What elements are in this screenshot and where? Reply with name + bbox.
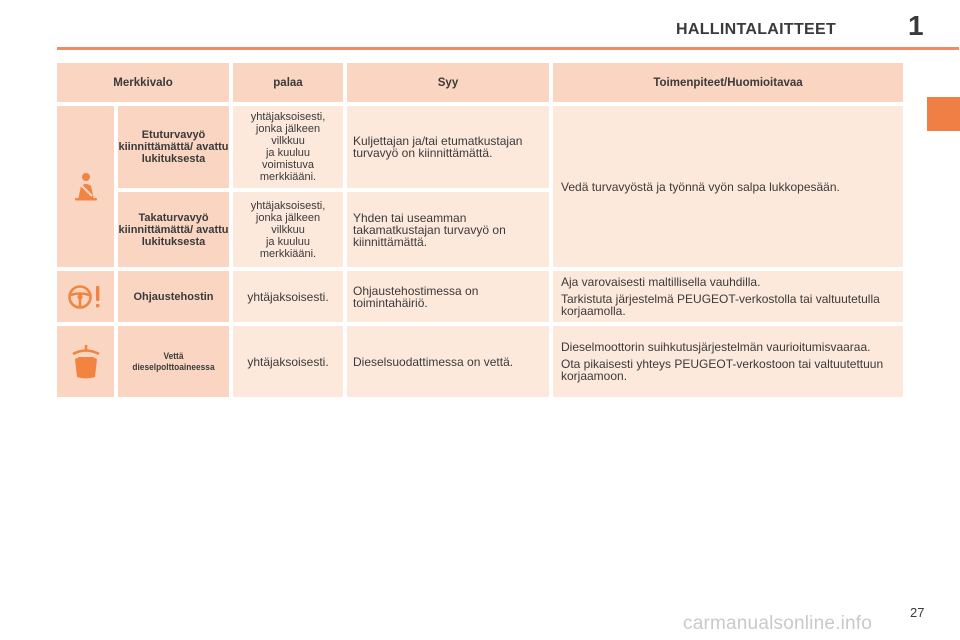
action-text: Aja varovaisesti maltillisella vauhdilla. [561, 275, 761, 289]
water-in-diesel-icon [71, 344, 101, 380]
power-steering-warning-icon [67, 283, 105, 311]
warning-cause-rear-seatbelt: Yhden tai useamman takamatkustajan turvavyö on kiinnittämättä. [347, 192, 549, 267]
action-text: Tarkistuta järjestelmä PEUGEOT-verkostolla tai valtuutetulla korjaamolla. [561, 292, 880, 318]
warning-state-water-in-diesel: yhtäjaksoisesti. [233, 326, 343, 397]
action-text: Ota pikaisesti yhteys PEUGEOT-verkostoon tai valtuutettuun korjaamoon. [561, 357, 884, 383]
warning-cause-water-in-diesel: Dieselsuodattimessa on vettä. [347, 326, 549, 397]
warning-action-power-steering [553, 271, 903, 322]
page-header-title: HALLINTALAITTEET [676, 21, 837, 38]
header-divider [57, 47, 959, 50]
warning-state-power-steering: yhtäjaksoisesti. [233, 271, 343, 322]
warning-action-water-in-diesel [553, 326, 903, 397]
column-header-lit: palaa [233, 63, 343, 102]
chapter-tab-marker [927, 97, 960, 131]
chapter-number: 1 [908, 10, 924, 41]
warning-name-power-steering: Ohjaustehostin [118, 271, 229, 322]
watermark: carmanualsonline.info [683, 613, 873, 634]
table-row-icon-cell [57, 106, 114, 267]
warning-cause-front-seatbelt: Kuljettajan ja/tai etumatkustajan turvavyö on kiinnittämättä. [347, 106, 549, 188]
action-text: Dieselmoottorin suihkutusjärjestelmän vaurioitumisvaaraa. [561, 340, 871, 354]
page-number: 27 [910, 605, 925, 620]
column-header-cause: Syy [347, 63, 549, 102]
seatbelt-warning-icon [73, 172, 99, 202]
warning-cause-power-steering: Ohjaustehostimessa on toimintahäiriö. [347, 271, 549, 322]
warning-state-front-seatbelt: yhtäjaksoisesti, jonka jälkeen vilkkuu ja kuuluu voimistuva merkkiääni. [233, 106, 343, 188]
warning-name-front-seatbelt: Etuturvavyö kiinnittämättä/ avattu lukituksesta [118, 106, 229, 188]
warning-state-rear-seatbelt: yhtäjaksoisesti, jonka jälkeen vilkkuu ja kuuluu merkkiääni. [233, 192, 343, 267]
table-row-icon-cell [57, 271, 114, 322]
column-header-warning-light: Merkkivalo [57, 63, 229, 102]
warning-name-water-in-diesel: Vettä dieselpolttoaineessa [118, 326, 229, 397]
action-text: Vedä turvavyöstä ja työnnä vyön salpa lukkopesään. [561, 179, 840, 194]
table-row-icon-cell [57, 326, 114, 397]
column-header-actions: Toimenpiteet/Huomioitavaa [553, 63, 903, 102]
warning-name-rear-seatbelt: Takaturvavyö kiinnittämättä/ avattu lukituksesta [118, 192, 229, 267]
warning-action-seatbelt [553, 106, 903, 267]
